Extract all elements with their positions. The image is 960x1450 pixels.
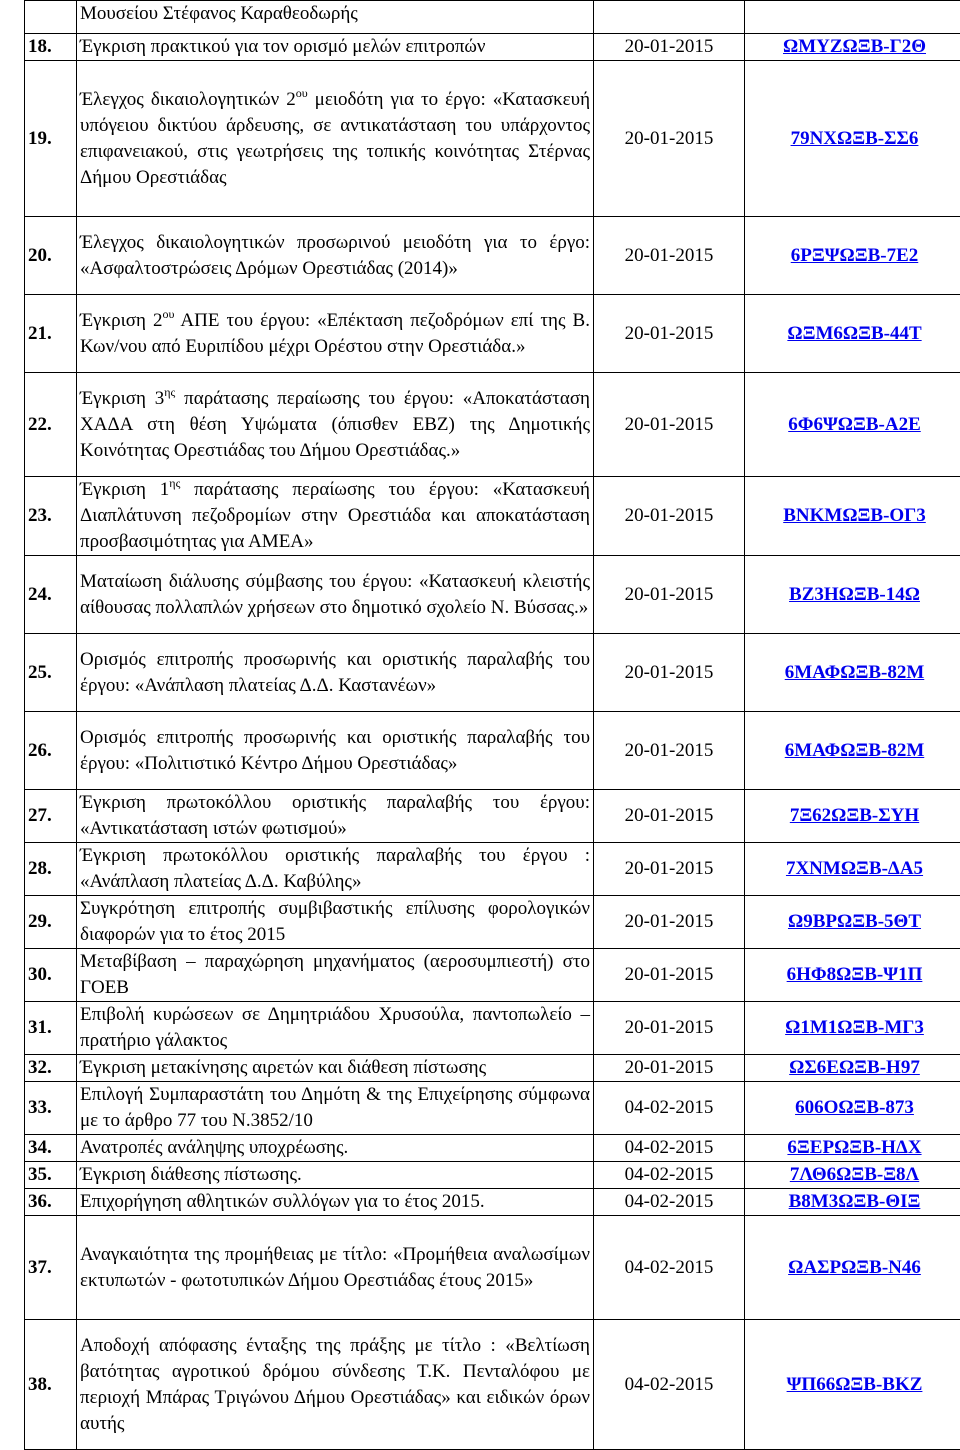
item-number: 18.	[25, 34, 77, 61]
decision-date: 20-01-2015	[594, 634, 745, 712]
decision-row	[25, 790, 960, 843]
decision-date: 20-01-2015	[594, 1055, 745, 1082]
ada-cell	[745, 61, 960, 217]
ada-cell	[745, 1135, 960, 1162]
item-number: 33.	[25, 1082, 77, 1135]
ordinal-suffix: ης	[164, 385, 175, 399]
item-number: 20.	[25, 217, 77, 295]
ada-link[interactable]: 79ΝΧΩΞΒ-ΣΣ6	[791, 128, 919, 149]
description-text: παράτασης περαίωσης του έργου: «Αποκατάσταση ΧΑΔΑ στη θέση Υψώματα (όπισθεν ΕΒΖ) της Δημοτικής Κοινότητας Ορεστιάδας του Δήμου Ορεστιάδας.»	[80, 388, 590, 461]
ada-cell	[745, 217, 960, 295]
decision-row	[25, 1216, 960, 1320]
ada-cell	[745, 1, 960, 34]
item-number: 27.	[25, 790, 77, 843]
decision-row	[25, 477, 960, 556]
ada-link[interactable]: 6ΗΦ8ΩΞΒ-Ψ1Π	[787, 964, 923, 985]
ada-cell	[745, 1216, 960, 1320]
description-text: παράτασης περαίωσης του έργου: «Κατασκευή Διαπλάτυνση πεζοδρομίων στην Ορεστιάδα και αποκατάσταση προσβασιμότητας για ΑΜΕΑ»	[80, 479, 590, 552]
item-description: Επιλογή Συμπαραστάτη του Δημότη & της Επιχείρησης σύμφωνα με το άρθρο 77 του Ν.3852/10	[77, 1082, 594, 1135]
ada-cell	[745, 1002, 960, 1055]
item-number: 24.	[25, 556, 77, 634]
ada-cell	[745, 556, 960, 634]
ordinal-suffix: ου	[296, 86, 308, 100]
ada-link[interactable]: Ω1Μ1ΩΞΒ-ΜΓ3	[785, 1017, 924, 1038]
item-description: Έγκριση πρωτοκόλλου οριστικής παραλαβής του έργου: «Αντικατάσταση ιστών φωτισμού»	[77, 790, 594, 843]
ada-cell	[745, 1189, 960, 1216]
ada-cell	[745, 1162, 960, 1189]
item-number: 19.	[25, 61, 77, 217]
ada-link[interactable]: 7ΛΘ6ΩΞΒ-Ξ8Λ	[790, 1164, 919, 1185]
decision-row	[25, 712, 960, 790]
item-description: Ανατροπές ανάληψης υποχρέωσης.	[77, 1135, 594, 1162]
item-description: Έγκριση μετακίνησης αιρετών και διάθεση πίστωσης	[77, 1055, 594, 1082]
ada-cell	[745, 373, 960, 477]
decisions-table	[24, 0, 960, 1450]
ada-cell	[745, 896, 960, 949]
item-number: 35.	[25, 1162, 77, 1189]
decision-row	[25, 1320, 960, 1450]
item-description: Επιβολή κυρώσεων σε Δημητριάδου Χρυσούλα, παντοπωλείο – πρατήριο γάλακτος	[77, 1002, 594, 1055]
decision-date: 20-01-2015	[594, 556, 745, 634]
ordinal-suffix: ου	[162, 307, 174, 321]
decision-date: 20-01-2015	[594, 295, 745, 373]
ada-link[interactable]: ΒΖ3ΗΩΞΒ-14Ω	[789, 584, 920, 605]
decision-date: 20-01-2015	[594, 790, 745, 843]
decision-row	[25, 556, 960, 634]
description-text: ΑΠΕ του έργου: «Επέκταση πεζοδρόμων επί της Β. Κων/νου από Ευριπίδου μέχρι Ορέστου στην Ορεστιάδα.»	[80, 310, 590, 357]
ada-cell	[745, 34, 960, 61]
ada-link[interactable]: 6ΡΞΨΩΞΒ-7Ε2	[791, 245, 919, 266]
decision-date: 20-01-2015	[594, 843, 745, 896]
item-number: 32.	[25, 1055, 77, 1082]
decision-row	[25, 1135, 960, 1162]
item-number: 31.	[25, 1002, 77, 1055]
ada-cell	[745, 477, 960, 556]
item-number: 37.	[25, 1216, 77, 1320]
decision-row	[25, 634, 960, 712]
item-description: Έλεγχος δικαιολογητικών προσωρινού μειοδότη για το έργο: «Ασφαλτοστρώσεις Δρόμων Ορεστιάδας (2014)»	[77, 217, 594, 295]
ada-link[interactable]: 7ΧΝΜΩΞΒ-ΔΑ5	[786, 858, 923, 879]
item-description	[77, 477, 594, 556]
decision-date: 04-02-2015	[594, 1162, 745, 1189]
decision-row	[25, 1189, 960, 1216]
ada-cell	[745, 790, 960, 843]
item-description	[77, 373, 594, 477]
ada-cell	[745, 295, 960, 373]
decision-date: 04-02-2015	[594, 1189, 745, 1216]
decision-date: 20-01-2015	[594, 34, 745, 61]
ada-cell	[745, 712, 960, 790]
decision-date: 04-02-2015	[594, 1320, 745, 1450]
description-text: μειοδότη για το έργο: «Κατασκευή υπόγειου δικτύου άρδευσης, σε αντικατάσταση του υπάρχοντος επιφανειακού, στις γεωτρήσεις της τοπικής κοινότητας Στέρνας Δήμου Ορεστιάδας	[80, 89, 590, 188]
ada-link[interactable]: ΩΞΜ6ΩΞΒ-44Τ	[787, 323, 921, 344]
description-text: Έλεγχος δικαιολογητικών 2	[80, 89, 296, 110]
ada-link[interactable]: ΒΝΚΜΩΞΒ-ΟΓ3	[783, 505, 926, 526]
item-number: 22.	[25, 373, 77, 477]
ada-link[interactable]: ΩΑΣΡΩΞΒ-Ν46	[788, 1257, 921, 1278]
decisions-table-body	[25, 1, 960, 1450]
item-number: 26.	[25, 712, 77, 790]
item-description: Μουσείου Στέφανος Καραθεοδωρής	[77, 1, 594, 34]
item-number	[25, 1, 77, 34]
decision-row	[25, 1002, 960, 1055]
decision-row	[25, 34, 960, 61]
description-text: Έγκριση 2	[80, 310, 162, 331]
decision-date: 20-01-2015	[594, 712, 745, 790]
decision-date: 04-02-2015	[594, 1216, 745, 1320]
item-description: Αναγκαιότητα της προμήθειας με τίτλο: «Προμήθεια αναλωσίμων εκτυπωτών - φωτοτυπικών Δήμου Ορεστιάδας έτους 2015»	[77, 1216, 594, 1320]
ada-link[interactable]: 6ΞΕΡΩΞΒ-ΗΔΧ	[787, 1137, 921, 1158]
item-number: 30.	[25, 949, 77, 1002]
ada-cell	[745, 843, 960, 896]
decision-row	[25, 1162, 960, 1189]
ada-link[interactable]: Ω9ΒΡΩΞΒ-5ΘΤ	[788, 911, 921, 932]
description-text: Έγκριση 1	[80, 479, 169, 500]
decision-date: 04-02-2015	[594, 1082, 745, 1135]
item-description: Αποδοχή απόφασης ένταξης της πράξης με τίτλο : «Βελτίωση βατότητας αγροτικού δρόμου σύνδεσης Τ.Κ. Πενταλόφου με περιοχή Μπάρας Τριγώνου Δήμου Ορεστιάδας» και ειδικών όρων αυτής	[77, 1320, 594, 1450]
decision-date: 20-01-2015	[594, 477, 745, 556]
item-number: 23.	[25, 477, 77, 556]
ada-link[interactable]: 606ΟΩΞΒ-873	[795, 1097, 914, 1118]
decision-date: 20-01-2015	[594, 896, 745, 949]
item-number: 34.	[25, 1135, 77, 1162]
decision-date: 04-02-2015	[594, 1135, 745, 1162]
item-number: 38.	[25, 1320, 77, 1450]
ada-link[interactable]: 7Ξ62ΩΞΒ-ΣΥΗ	[790, 805, 919, 826]
ada-link[interactable]: ΨΠ66ΩΞΒ-ΒΚΖ	[787, 1374, 923, 1395]
item-number: 25.	[25, 634, 77, 712]
decision-row	[25, 373, 960, 477]
decision-date	[594, 1, 745, 34]
item-number: 21.	[25, 295, 77, 373]
decision-row	[25, 1082, 960, 1135]
decision-row	[25, 295, 960, 373]
decision-date: 20-01-2015	[594, 61, 745, 217]
decision-row	[25, 217, 960, 295]
item-description: Έγκριση πρακτικού για τον ορισμό μελών επιτροπών	[77, 34, 594, 61]
ada-cell	[745, 1082, 960, 1135]
ada-cell	[745, 949, 960, 1002]
item-description: Έγκριση διάθεσης πίστωσης.	[77, 1162, 594, 1189]
decision-row	[25, 61, 960, 217]
ordinal-suffix: ης	[169, 476, 180, 490]
decision-row	[25, 896, 960, 949]
item-description	[77, 61, 594, 217]
decision-date: 20-01-2015	[594, 217, 745, 295]
item-number: 28.	[25, 843, 77, 896]
item-description	[77, 295, 594, 373]
ada-link[interactable]: 6ΜΑΦΩΞΒ-82Μ	[785, 662, 925, 683]
decision-date: 20-01-2015	[594, 1002, 745, 1055]
item-number: 36.	[25, 1189, 77, 1216]
item-description: Έγκριση πρωτοκόλλου οριστικής παραλαβής του έργου : «Ανάπλαση πλατείας Δ.Δ. Καβύλης»	[77, 843, 594, 896]
item-description: Επιχορήγηση αθλητικών συλλόγων για το έτος 2015.	[77, 1189, 594, 1216]
ada-link[interactable]: 6Φ6ΨΩΞΒ-Α2Ε	[788, 414, 921, 435]
item-description: Μεταβίβαση – παραχώρηση μηχανήματος (αεροσυμπιεστή) στο ΓΟΕΒ	[77, 949, 594, 1002]
item-description: Συγκρότηση επιτροπής συμβιβαστικής επίλυσης φορολογικών διαφορών για το έτος 2015	[77, 896, 594, 949]
decision-row	[25, 843, 960, 896]
decision-date: 20-01-2015	[594, 949, 745, 1002]
item-description: Ορισμός επιτροπής προσωρινής και οριστικής παραλαβής του έργου: «Πολιτιστικό Κέντρο Δήμου Ορεστιάδας»	[77, 712, 594, 790]
ada-cell	[745, 634, 960, 712]
item-number: 29.	[25, 896, 77, 949]
description-text: Έγκριση 3	[80, 388, 164, 409]
decision-date: 20-01-2015	[594, 373, 745, 477]
decision-row	[25, 1, 960, 34]
ada-link[interactable]: ΩΜΥΖΩΞΒ-Γ2Θ	[783, 36, 926, 57]
ada-cell	[745, 1320, 960, 1450]
item-description: Ορισμός επιτροπής προσωρινής και οριστικής παραλαβής του έργου: «Ανάπλαση πλατείας Δ.Δ. Καστανέων»	[77, 634, 594, 712]
decision-row	[25, 1055, 960, 1082]
ada-cell	[745, 1055, 960, 1082]
item-description: Ματαίωση διάλυσης σύμβασης του έργου: «Κατασκευή κλειστής αίθουσας πολλαπλών χρήσεων στο δημοτικό σχολείο Ν. Βύσσας.»	[77, 556, 594, 634]
ada-link[interactable]: 6ΜΑΦΩΞΒ-82Μ	[785, 740, 925, 761]
ada-link[interactable]: Β8Μ3ΩΞΒ-ΘΙΞ	[789, 1191, 921, 1212]
ada-link[interactable]: ΩΣ6ΕΩΞΒ-Η97	[789, 1057, 920, 1078]
decision-row	[25, 949, 960, 1002]
